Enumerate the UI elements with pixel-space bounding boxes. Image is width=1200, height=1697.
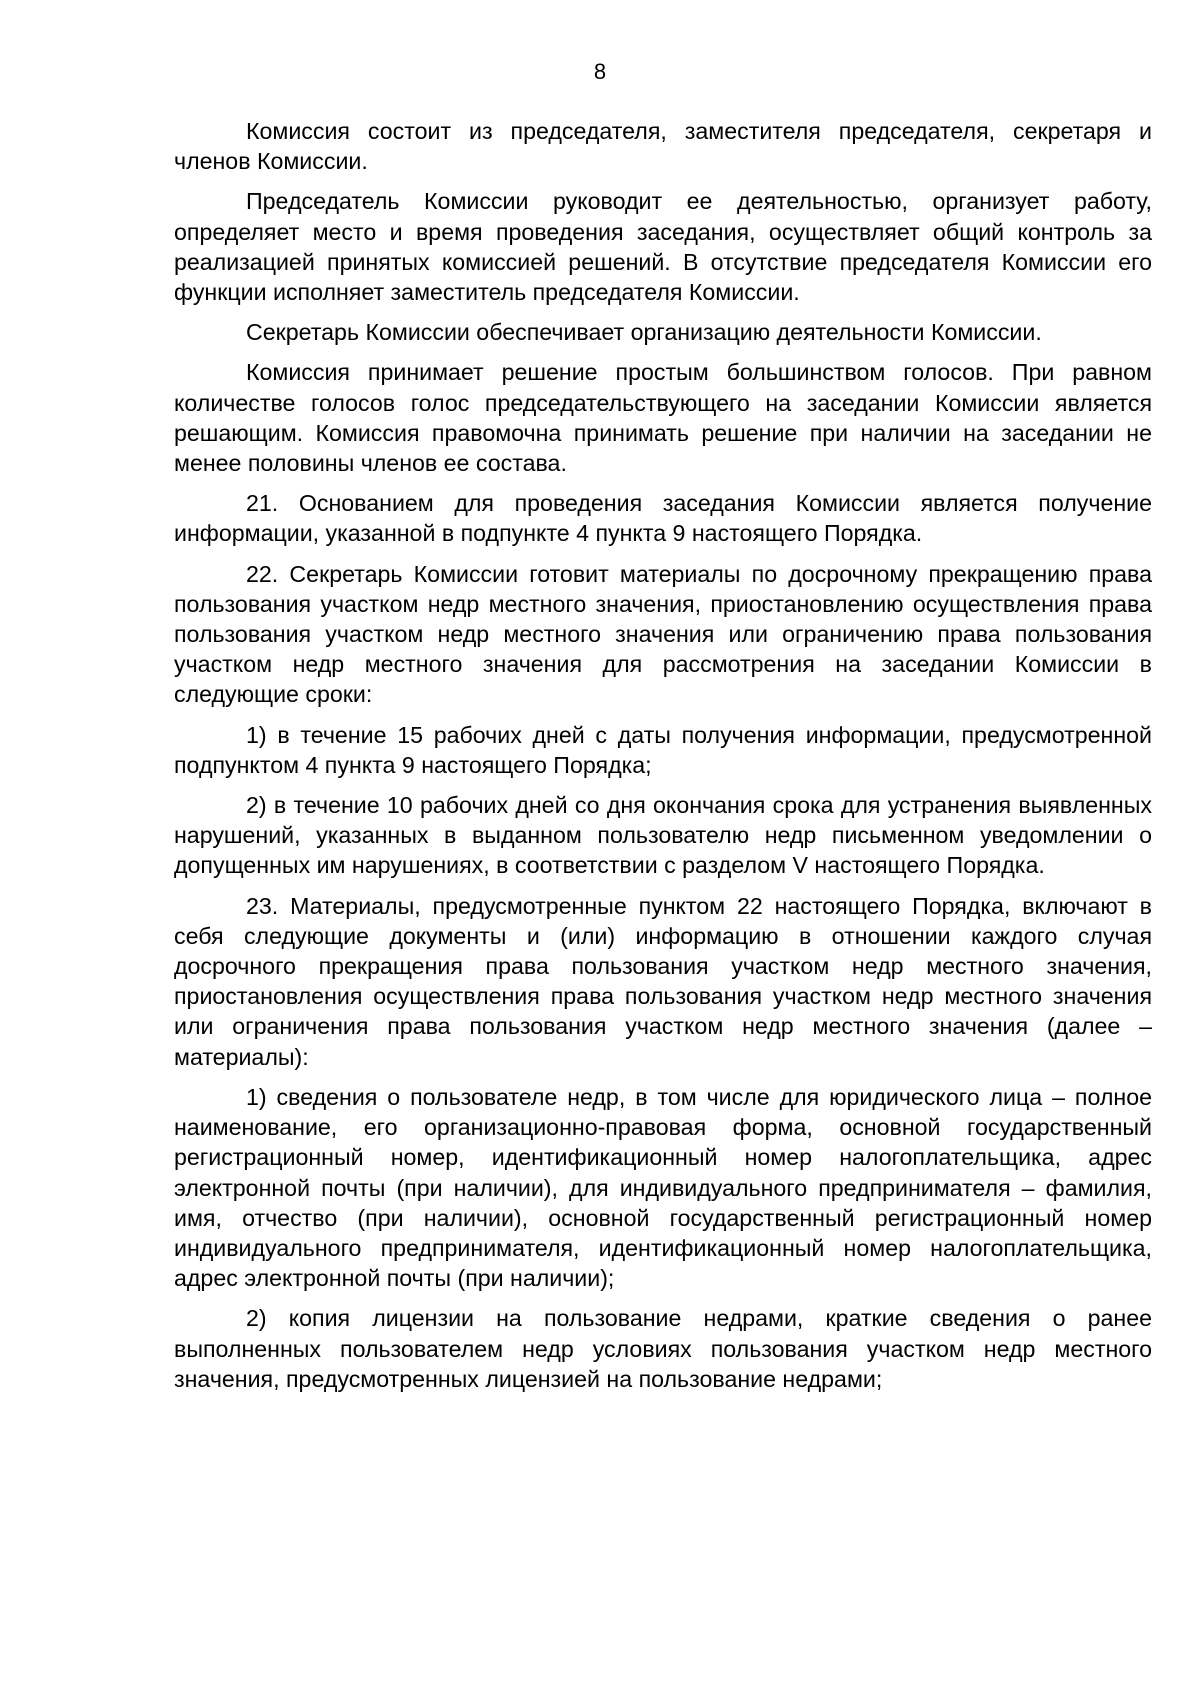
paragraph-chairman-duties: Председатель Комиссии руководит ее деятельностью, организует работу, определяет место и время проведения заседания, осуществляет общий контроль за реализацией принятых комиссией решений. В отсутствие председателя Комиссии его функции исполняет заместитель председателя Комиссии. bbox=[174, 188, 1152, 306]
paragraph-secretary-duties: Секретарь Комиссии обеспечивает организацию деятельности Комиссии. bbox=[246, 319, 1042, 346]
paragraph-item-23: 23. Материалы, предусмотренные пунктом 22 настоящего Порядка, включают в себя следующие документы и (или) информацию в отношении каждого случая досрочного прекращения права пользования участком недр местного значения, приостановления осуществления права пользования участком недр местного значения или ограничения права пользования участком недр местного значения (далее – материалы): bbox=[174, 892, 1152, 1070]
document-body bbox=[174, 116, 1152, 1404]
paragraph-item-22-sub-2: 2) в течение 10 рабочих дней со дня окончания срока для устранения выявленных нарушений, указанных в выданном пользователю недр письменном уведомлении о допущенных им нарушениях, в соответствии с разделом V настоящего Порядка. bbox=[174, 792, 1152, 879]
paragraph-commission-composition: Комиссия состоит из председателя, заместителя председателя, секретаря и членов Комиссии. bbox=[174, 118, 1152, 175]
paragraph-item-23-sub-2: 2) копия лицензии на пользование недрами, краткие сведения о ранее выполненных пользователем недр условиях пользования участком недр местного значения, предусмотренных лицензией на пользование недрами; bbox=[174, 1305, 1152, 1392]
paragraph-voting-rules: Комиссия принимает решение простым большинством голосов. При равном количестве голосов голос председательствующего на заседании Комиссии является решающим. Комиссия правомочна принимать решение при наличии на заседании не менее половины членов ее состава. bbox=[174, 359, 1152, 477]
paragraph-item-21: 21. Основанием для проведения заседания Комиссии является получение информации, указанной в подпункте 4 пункта 9 настоящего Порядка. bbox=[174, 490, 1152, 547]
paragraph-item-22-sub-1: 1) в течение 15 рабочих дней с даты получения информации, предусмотренной подпунктом 4 пункта 9 настоящего Порядка; bbox=[174, 721, 1152, 778]
paragraph-item-22: 22. Секретарь Комиссии готовит материалы по досрочному прекращению права пользования участком недр местного значения, приостановлению осуществления права пользования участком недр местного значения или ограничению права пользования участком недр местного значения для рассмотрения на заседании Комиссии в следующие сроки: bbox=[174, 560, 1152, 708]
page-number: 8 bbox=[593, 59, 607, 84]
paragraph-item-23-sub-1: 1) сведения о пользователе недр, в том числе для юридического лица – полное наименование, его организационно-правовая форма, основной государственный регистрационный номер, идентификационный номер налогоплательщика, адрес электронной почты (при наличии), для индивидуального предпринимателя – фамилия, имя, отчество (при наличии), основной государственный регистрационный номер индивидуального предпринимателя, идентификационный номер налогоплательщика, адрес электронной почты (при наличии); bbox=[174, 1083, 1152, 1292]
